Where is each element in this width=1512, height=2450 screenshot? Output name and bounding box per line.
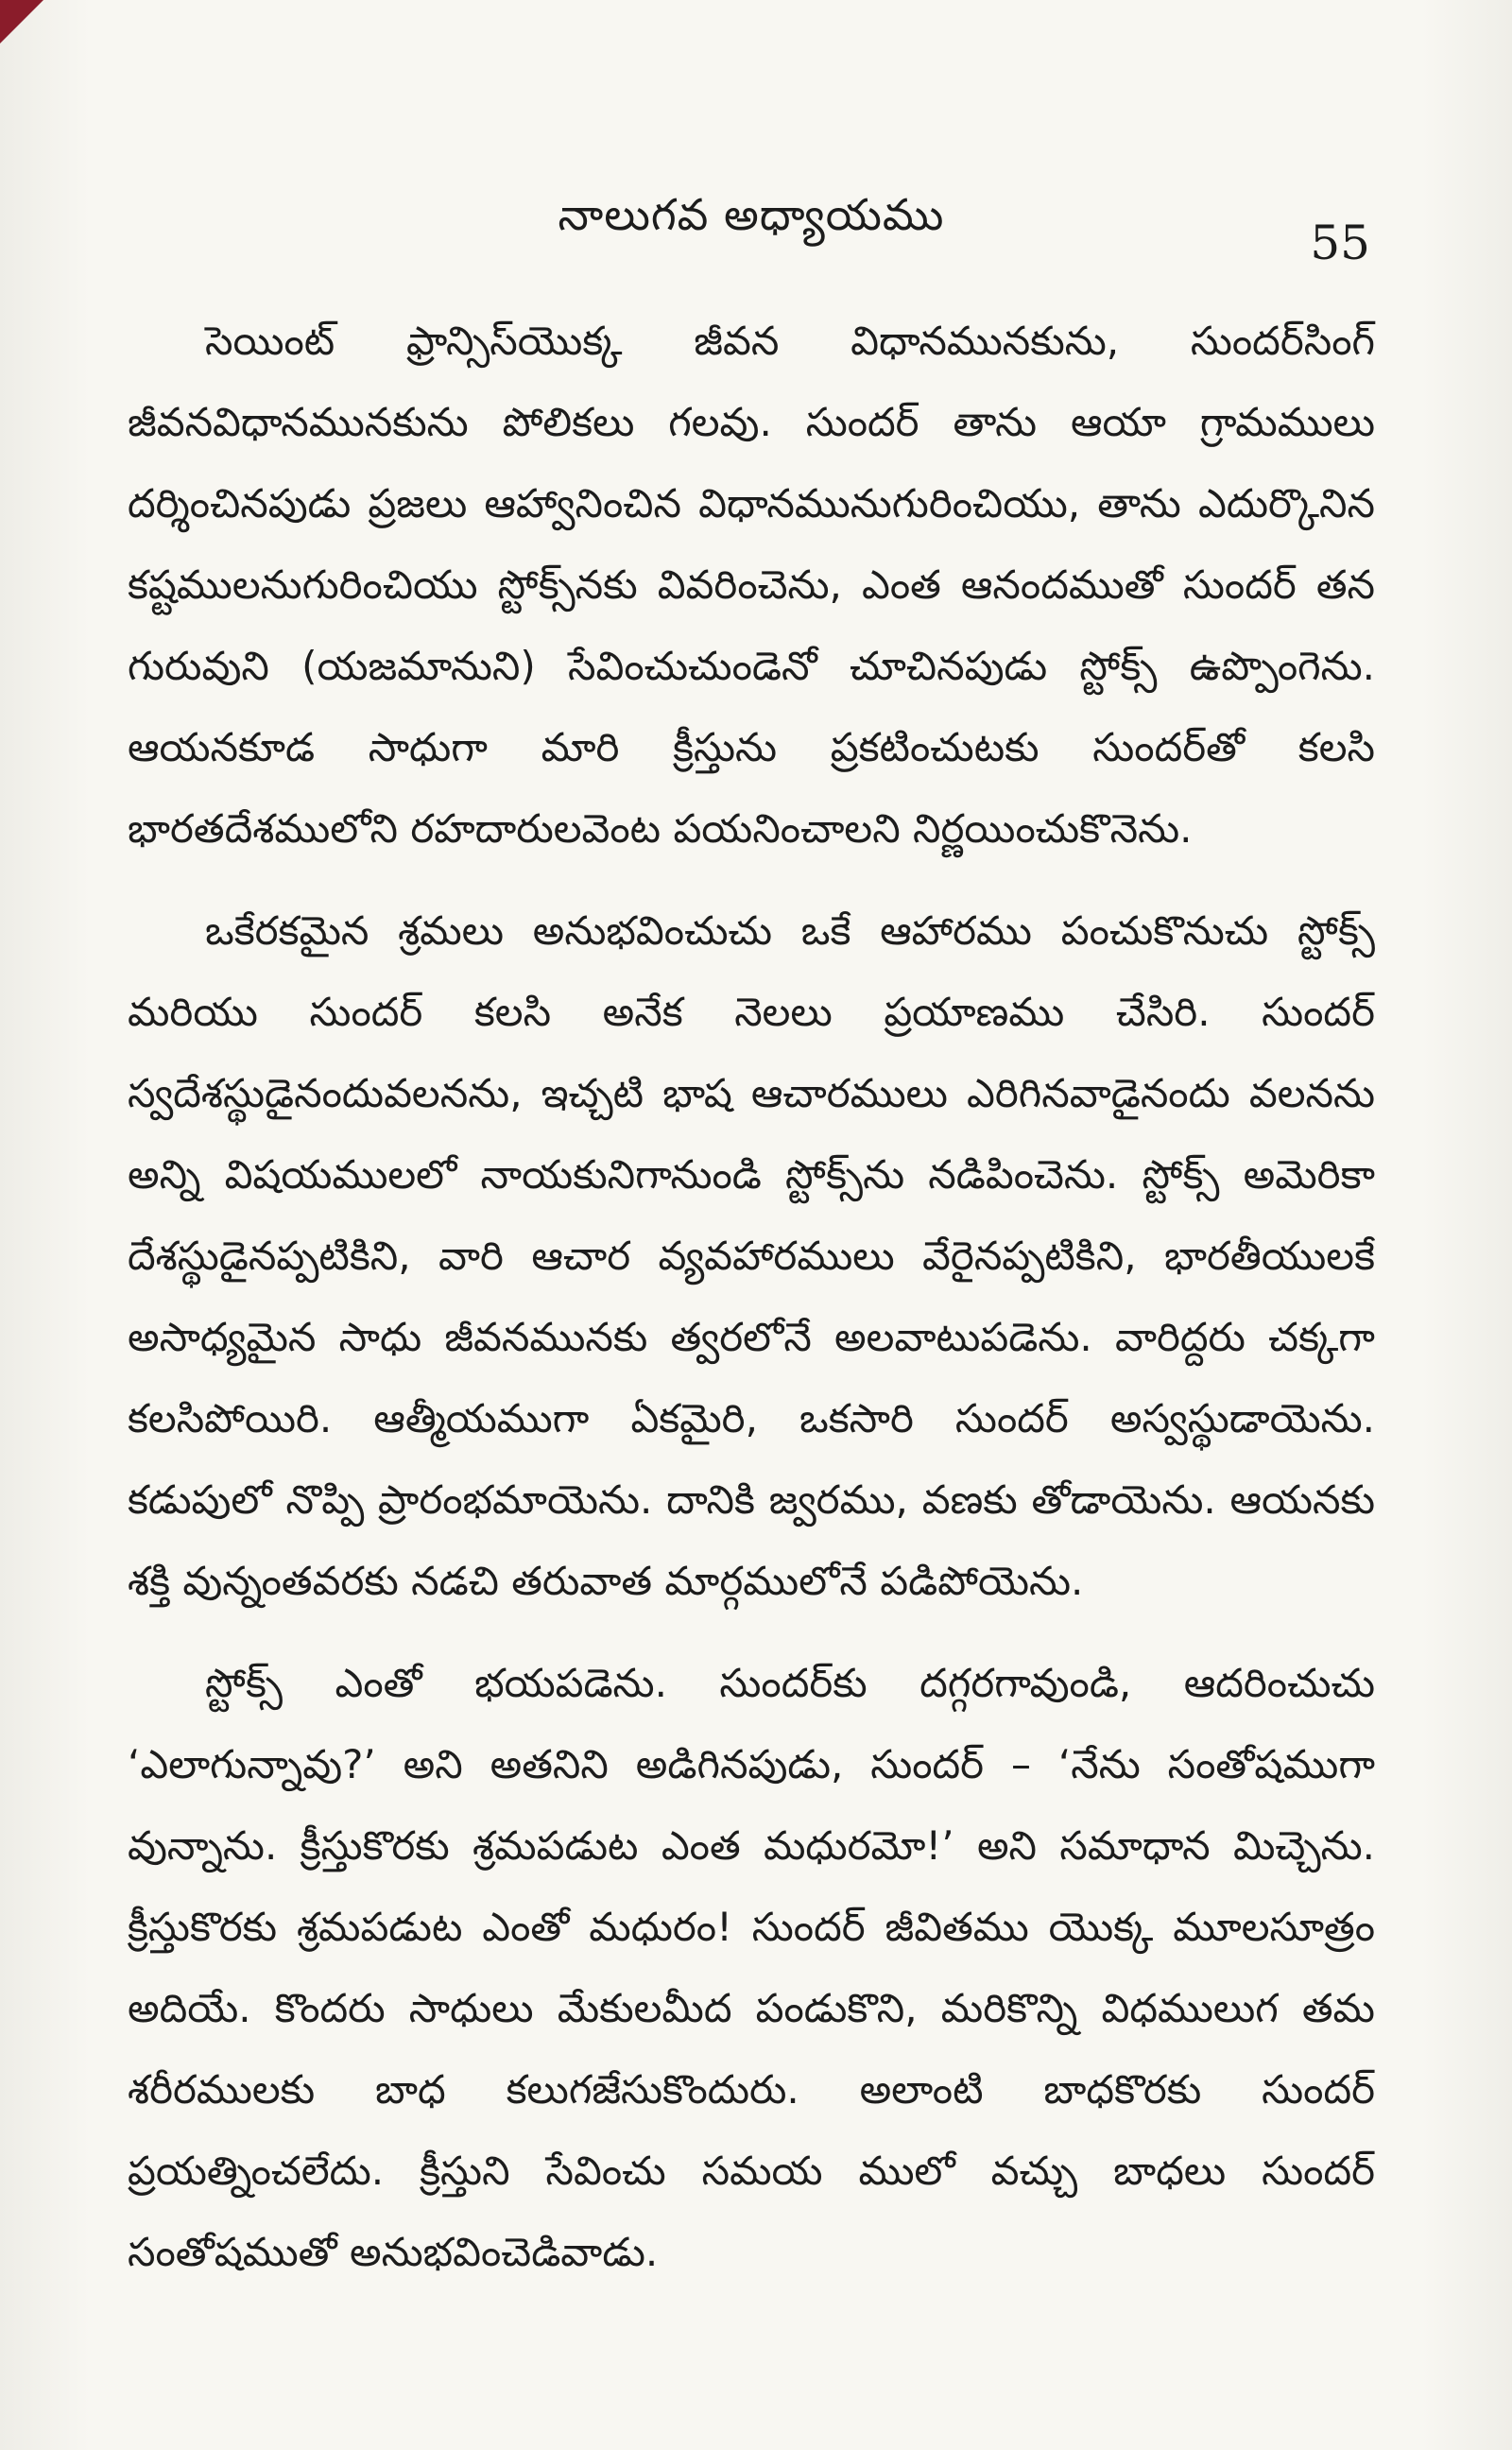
running-title: నాలుగవ అధ్యాయము — [558, 189, 945, 240]
page-body — [128, 301, 1375, 2314]
page-corner-decoration — [0, 0, 43, 43]
page-header — [123, 170, 1380, 274]
paragraph-2: ఒకేరకమైన శ్రమలు అనుభవించుచు ఒకే ఆహారము పంచుకొనుచు స్టోక్స్ మరియు సుందర్ కలసి అనేక నెలలు ప్రయాణము చేసిరి. సుందర్ స్వదేశస్థుడైనందువలనను, ఇచ్చటి భాష ఆచారములు ఎరిగినవాడైనందు వలనను అన్ని విషయములలో నాయకునిగానుండి స్టోక్స్‌ను నడిపించెను. స్టోక్స్ అమెరికా దేశస్థుడైనప్పటికిని, వారి ఆచార వ్యవహారములు వేరైనప్పటికిని, భారతీయులకే అసాధ్యమైన సాధు జీవనమునకు త్వరలోనే అలవాటుపడెను. వారిద్దరు చక్కగా కలసిపోయిరి. ఆత్మీయముగా ఏకమైరి, ఒకసారి సుందర్ అస్వస్థుడాయెను. కడుపులో నొప్పి ప్రారంభమాయెను. దానికి జ్వరము, వణకు తోడాయెను. ఆయనకు శక్తి వున్నంతవరకు నడచి తరువాత మార్గములోనే పడిపోయెను. — [128, 907, 1375, 1604]
paragraph-3: స్టోక్స్ ఎంతో భయపడెను. సుందర్‌కు దగ్గరగావుండి, ఆదరించుచు ‘ఎలాగున్నావు?’ అని అతనిని అడిగినపుడు, సుందర్ – ‘నేను సంతోషముగా వున్నాను. క్రీస్తుకొరకు శ్రమపడుట ఎంత మధురమో!’ అని సమాధాన మిచ్చెను. క్రీస్తుకొరకు శ్రమపడుట ఎంతో మధురం! సుందర్ జీవితము యొక్క మూలసూత్రం అదియే. కొందరు సాధులు మేకులమీద పండుకొని, మరికొన్ని విధములుగ తమ శరీరములకు బాధ కలుగజేసుకొందురు. అలాంటి బాధకొరకు సుందర్ ప్రయత్నించలేదు. క్రీస్తుని సేవించు సమయ ములో వచ్చు బాధలు సుందర్ సంతోషముతో అనుభవించెడివాడు. — [128, 1660, 1375, 2275]
page-number: 55 — [1310, 216, 1370, 270]
paragraph-1: సెయింట్ ఫ్రాన్సిస్‌యొక్క జీవన విధానమునకును, సుందర్‌సింగ్ జీవనవిధానమునకును పోలికలు గలవు. సుందర్ తాను ఆయా గ్రామములు దర్శించినపుడు ప్రజలు ఆహ్వానించిన విధానమునుగురించియు, తాను ఎదుర్కొనిన కష్టములనుగురించియు స్టోక్స్‌నకు వివరించెను, ఎంత ఆనందముతో సుందర్ తన గురువుని (యజమానుని) సేవించుచుండెనో చూచినపుడు స్టోక్స్ ఉప్పొంగెను. ఆయనకూడ సాధుగా మారి క్రీస్తును ప్రకటించుటకు సుందర్‌తో కలసి భారతదేశములోని రహదారులవెంట పయనించాలని నిర్ణయించుకొనెను. — [128, 318, 1375, 852]
